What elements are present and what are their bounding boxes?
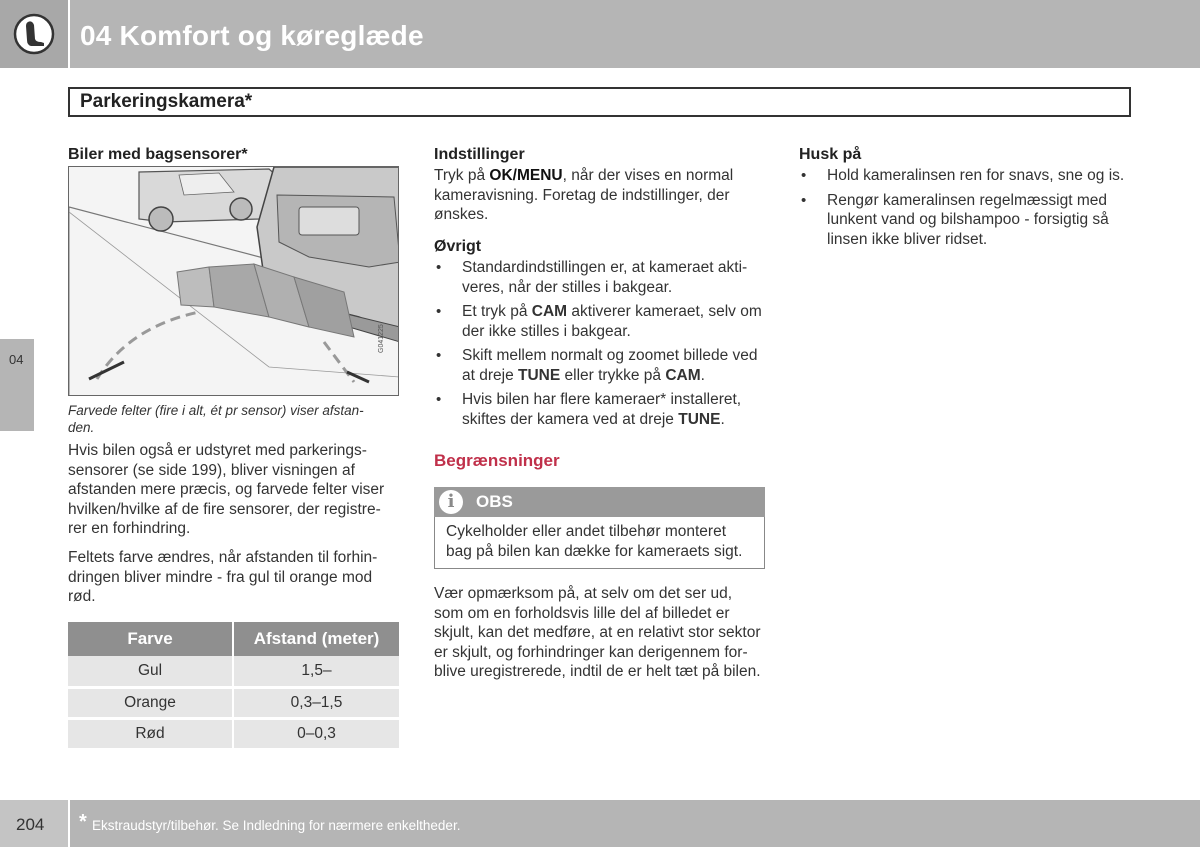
table-cell: 1,5– (233, 656, 399, 687)
figure-caption: Farvede felter (fire i alt, ét pr sensor) viser afstan- den. (68, 403, 364, 435)
chapter-icon-box (0, 0, 68, 68)
sensor-paragraph: Hvis bilen også er udstyret med parkerings- sensorer (se side 199), bliver visningen af afstanden mere præcis, og farvede felter viser hvilken/hvilke af de fire sensorer, der registre- rer en forhindring. (68, 442, 385, 537)
color-change-paragraph: Feltets farve ændres, når afstanden til forhin- dringen bliver mindre - fra gul til orange mod rød. (68, 549, 378, 605)
camera-view-illustration (68, 166, 399, 396)
distance-color-table (68, 622, 399, 751)
other-bullet-list (434, 258, 774, 434)
list-item: • Hvis bilen har flere kameraer* installeret, skiftes der kamera ved at dreje TUNE. (434, 390, 774, 429)
table-row (68, 687, 399, 718)
chapter-title: 04 Komfort og køreglæde (80, 20, 424, 51)
list-item: • Et tryk på CAM aktiverer kameraet, selv om der ikke stilles i bakgear. (434, 302, 774, 341)
settings-heading: Indstillinger (434, 146, 525, 163)
page-number: 204 (16, 815, 45, 834)
list-item: • Standardindstillingen er, at kameraet akti- veres, når der stilles i bakgear. (434, 258, 774, 297)
camera-view-drawing (69, 167, 399, 396)
list-item: • Rengør kameralinsen regelmæssigt med lunkent vand og bilshampoo - forsigtig så linsen ikke bliver ridset. (799, 191, 1144, 250)
table-header-row (68, 622, 399, 656)
table-cell: Rød (68, 718, 233, 749)
table-cell: 0–0,3 (233, 718, 399, 749)
note-label: OBS (476, 492, 513, 511)
remember-heading: Husk på (799, 146, 862, 163)
table-cell: Gul (68, 656, 233, 687)
table-header-color: Farve (68, 622, 233, 656)
footnote-text: Ekstraudstyr/tilbehør. Se Indledning for nærmere enkeltheder. (92, 818, 461, 833)
note-text: Cykelholder eller andet tilbehør monteret bag på bilen kan dække for kameraets sigt. (446, 523, 743, 560)
settings-paragraph: Tryk på OK/MENU, når der vises en normal kameravisning. Foretag de indstillinger, der ønskes. (434, 167, 734, 223)
table-header-distance: Afstand (meter) (233, 622, 399, 656)
limitations-heading: Begrænsninger (434, 451, 560, 470)
chapter-side-tab-label: 04 (9, 352, 24, 367)
figure-code: G041225 (378, 324, 385, 353)
warning-paragraph: Vær opmærksom på, at selv om det ser ud, som om en forholdsvis lille del af billedet er skjult, kan det medføre, at en relativt stor sektor er skjult, og forhindringer kan derigennem for- blive uregistrerede, indtil de er helt tæt på bilen. (434, 585, 761, 680)
section-title: Parkeringskamera* (80, 91, 253, 112)
remember-bullet-list (799, 166, 1144, 254)
rear-sensors-heading: Biler med bagsensorer* (68, 146, 248, 163)
info-icon: i (439, 490, 463, 514)
table-row (68, 718, 399, 749)
table-row (68, 656, 399, 687)
seat-icon (13, 13, 55, 55)
footnote-star: * (79, 811, 87, 833)
table-cell: Orange (68, 687, 233, 718)
other-heading: Øvrigt (434, 238, 482, 255)
table-cell: 0,3–1,5 (233, 687, 399, 718)
list-item: • Skift mellem normalt og zoomet billede ved at dreje TUNE eller trykke på CAM. (434, 346, 774, 385)
list-item: • Hold kameralinsen ren for snavs, sne og is. (799, 166, 1144, 186)
